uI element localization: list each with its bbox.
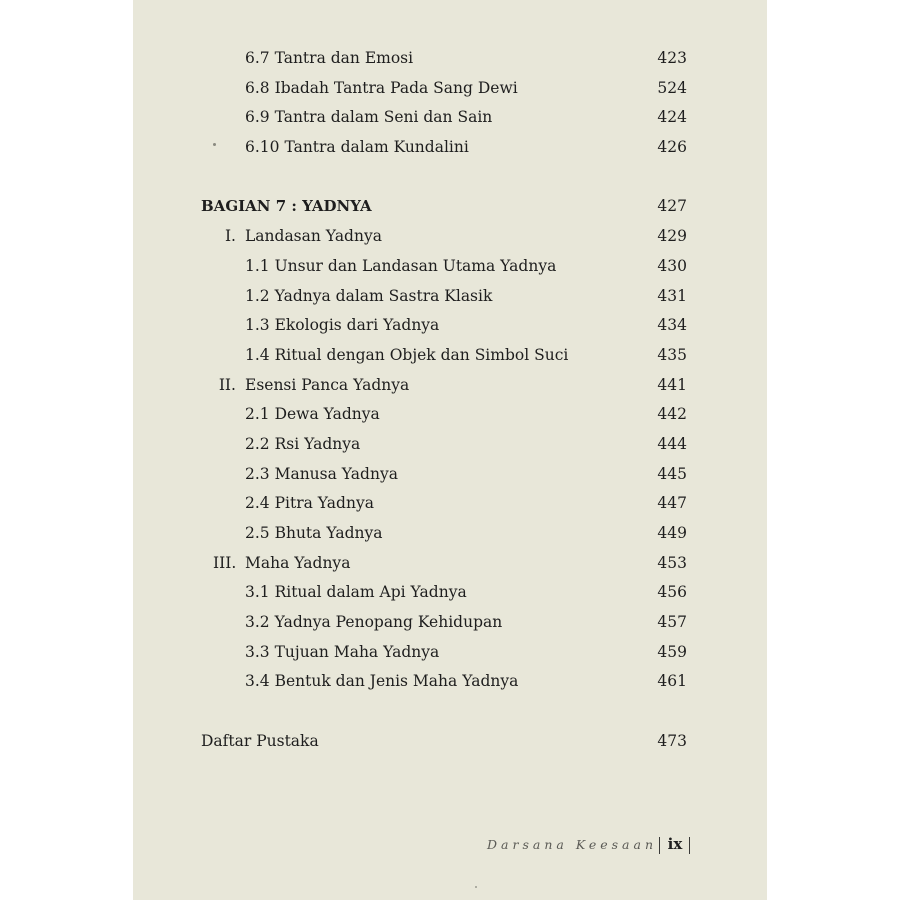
toc-entry <box>133 400 767 430</box>
toc-entry <box>133 638 767 668</box>
toc-entry-page: 444 <box>657 434 687 453</box>
toc-entry <box>133 133 767 163</box>
toc-entry-page: 457 <box>657 613 687 632</box>
toc-entry <box>133 103 767 133</box>
toc-entry-title: 2.2 Rsi Yadnya <box>245 434 361 453</box>
toc-entry <box>133 667 767 697</box>
ink-speck <box>475 886 477 888</box>
toc-section <box>133 549 767 579</box>
toc-entry-title: 1.4 Ritual dengan Objek dan Simbol Suci <box>245 345 569 364</box>
running-title: Darsana Keesaan <box>487 837 657 852</box>
section-numeral: I. <box>224 227 236 246</box>
toc-entry-page: 434 <box>657 316 687 335</box>
page-number: ix <box>667 835 683 853</box>
toc-entry <box>133 44 767 74</box>
toc-entry <box>133 578 767 608</box>
toc-entry <box>133 252 767 282</box>
toc-entry-title: 3.3 Tujuan Maha Yadnya <box>245 642 440 661</box>
section-page: 429 <box>657 227 687 246</box>
toc-entry-title: 6.10 Tantra dalam Kundalini <box>245 138 469 157</box>
toc-entry-page: 449 <box>657 524 687 542</box>
toc-entry-title: 2.1 Dewa Yadnya <box>245 405 380 424</box>
toc-bibliography <box>133 727 767 757</box>
toc-entry-title: 6.8 Ibadah Tantra Pada Sang Dewi <box>245 78 518 97</box>
toc-entry-page: 431 <box>657 286 687 305</box>
toc-entry <box>133 311 767 341</box>
toc-entry <box>133 608 767 638</box>
bibliography-page: 473 <box>657 731 687 750</box>
toc-entry <box>133 282 767 312</box>
toc-entry-title: 2.4 Pitra Yadnya <box>245 494 374 513</box>
section-title: Esensi Panca Yadnya <box>245 375 410 394</box>
toc-entry <box>133 519 767 549</box>
section-numeral: II. <box>218 375 236 394</box>
toc-entry-page: 423 <box>657 49 687 67</box>
toc-entry <box>133 341 767 371</box>
toc-entry-page: 442 <box>657 405 687 424</box>
table-of-contents <box>133 44 767 757</box>
toc-entry-title: 1.3 Ekologis dari Yadnya <box>245 316 440 335</box>
toc-section <box>133 222 767 252</box>
toc-entry-title: 3.4 Bentuk dan Jenis Maha Yadnya <box>245 672 519 691</box>
toc-entry <box>133 460 767 490</box>
spacer <box>133 163 767 193</box>
toc-entry-title: 3.2 Yadnya Penopang Kehidupan <box>245 613 503 632</box>
bibliography-title: Daftar Pustaka <box>201 731 319 750</box>
divider <box>689 837 690 854</box>
divider <box>659 837 660 854</box>
section-page: 453 <box>657 553 687 572</box>
toc-entry-title: 2.5 Bhuta Yadnya <box>245 524 383 542</box>
book-page <box>133 0 767 900</box>
toc-entry-page: 430 <box>657 256 687 275</box>
section-title: Landasan Yadnya <box>245 227 382 246</box>
toc-entry-page: 445 <box>657 464 687 483</box>
toc-part-heading <box>133 192 767 222</box>
toc-entry-page: 435 <box>657 345 687 364</box>
toc-entry-page: 424 <box>657 108 687 127</box>
part-title: BAGIAN 7 : YADNYA <box>201 197 372 216</box>
toc-entry-page: 524 <box>657 78 687 97</box>
toc-entry-page: 426 <box>657 138 687 157</box>
spacer <box>133 697 767 727</box>
toc-entry-page: 461 <box>657 672 687 691</box>
toc-entry-title: 3.1 Ritual dalam Api Yadnya <box>245 583 467 602</box>
section-numeral: III. <box>213 553 237 572</box>
section-title: Maha Yadnya <box>245 553 351 572</box>
ink-speck <box>213 143 216 146</box>
section-page: 441 <box>657 375 687 394</box>
toc-entry-page: 459 <box>657 642 687 661</box>
toc-entry-title: 1.2 Yadnya dalam Sastra Klasik <box>245 286 493 305</box>
toc-entry-title: 1.1 Unsur dan Landasan Utama Yadnya <box>245 256 557 275</box>
toc-entry-title: 6.7 Tantra dan Emosi <box>245 49 414 67</box>
toc-section <box>133 371 767 401</box>
toc-entry-title: 6.9 Tantra dalam Seni dan Sain <box>245 108 493 127</box>
toc-entry-page: 456 <box>657 583 687 602</box>
toc-entry <box>133 74 767 104</box>
toc-entry <box>133 489 767 519</box>
toc-entry <box>133 430 767 460</box>
toc-entry-title: 2.3 Manusa Yadnya <box>245 464 398 483</box>
part-page: 427 <box>657 197 687 216</box>
toc-entry-page: 447 <box>657 494 687 513</box>
page-footer <box>133 834 767 858</box>
